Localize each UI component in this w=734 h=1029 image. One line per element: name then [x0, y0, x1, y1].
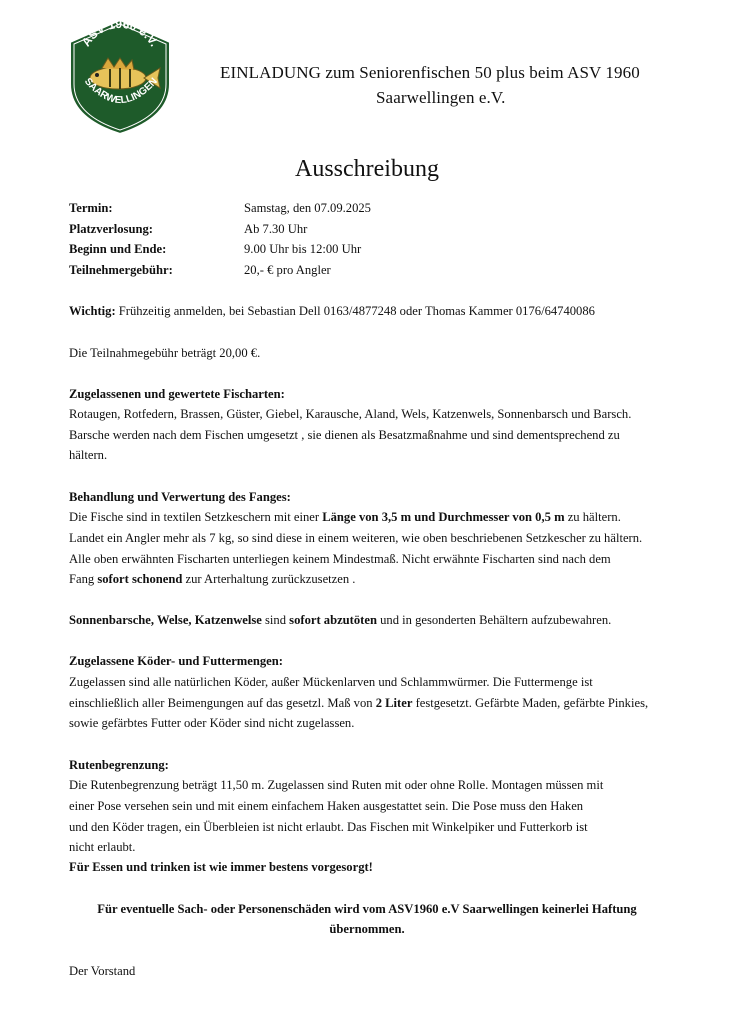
- handling-text: zu hältern.: [564, 510, 621, 524]
- bait-line-3: sowie gefärbtes Futter oder Köder sind nicht zugelassen.: [69, 716, 355, 730]
- handling-line-2: Landet ein Angler mehr als 7 kg, so sind diese in einem weiteren, wie oben beschriebenen Setzkescher zu hältern.: [69, 531, 643, 545]
- fee-note: Die Teilnahmegebühr beträgt 20,00 €.: [69, 346, 261, 360]
- rod-heading: Rutenbegrenzung:: [69, 758, 169, 772]
- rod-line-3: und den Köder tragen, ein Überbleien ist nicht erlaubt. Das Fischen mit Winkelpiker und Futterkorb ist: [69, 820, 588, 834]
- logo-bottom-text: SAARWELLINGEN: [81, 75, 160, 107]
- fish-line-2: Barsche werden nach dem Fischen umgesetzt , sie dienen als Besatzmaßnahme und sind dementsprechend zu: [69, 428, 620, 442]
- detail-label: Platzverlosung:: [69, 222, 153, 236]
- handling-line-3: Alle oben erwähnten Fischarten unterliegen keinem Mindestmaß. Nicht erwähnte Fischarten sind nach dem: [69, 552, 611, 566]
- page-title: Ausschreibung: [295, 156, 439, 182]
- handling-dimensions: Länge von 3,5 m und Durchmesser von 0,5 m: [322, 510, 565, 524]
- detail-label: Termin:: [69, 201, 113, 215]
- kill-note: [69, 611, 611, 629]
- handling-text: zur Arterhaltung zurückzusetzen .: [182, 572, 356, 586]
- rod-line-2: einer Pose versehen sein und mit einem einfachem Haken ausgestattet sein. Die Pose muss den Haken: [69, 799, 584, 813]
- handling-text: Fang: [69, 572, 98, 586]
- important-text: Frühzeitig anmelden, bei Sebastian Dell 0163/4877248 oder Thomas Kammer 0176/64740086: [115, 304, 595, 318]
- handling-emphasis: sofort schonend: [97, 572, 183, 586]
- kill-emphasis: sofort abzutöten: [289, 613, 377, 627]
- club-logo: [66, 18, 174, 136]
- rod-line-1: Die Rutenbegrenzung beträgt 11,50 m. Zugelassen sind Ruten mit oder ohne Rolle. Montagen müssen mit: [69, 778, 604, 792]
- handling-line-4: [69, 570, 355, 588]
- liability-line-1: Für eventuelle Sach- oder Personenschäden wird vom ASV1960 e.V Saarwellingen keinerlei Haftung: [97, 902, 637, 916]
- fish-heading: Zugelassenen und gewertete Fischarten:: [69, 387, 285, 401]
- detail-value: 20,- € pro Angler: [244, 263, 331, 277]
- bait-text: einschließlich aller Beimengungen auf das gesetzl. Maß von: [69, 696, 376, 710]
- handling-text: Die Fische sind in textilen Setzkeschern mit einer: [69, 510, 323, 524]
- bait-text: festgesetzt. Gefärbte Maden, gefärbte Pinkies,: [412, 696, 649, 710]
- header-line-2: Saarwellingen e.V.: [376, 88, 506, 107]
- handling-line-1: [69, 508, 621, 526]
- fish-line-1: Rotaugen, Rotfedern, Brassen, Güster, Giebel, Karausche, Aland, Wels, Katzenwels, Sonnenbarsch und Barsch.: [69, 407, 632, 421]
- kill-text: und in gesonderten Behältern aufzubewahren.: [376, 613, 612, 627]
- signature: Der Vorstand: [69, 964, 136, 978]
- liability-line-2: übernommen.: [329, 922, 405, 936]
- kill-species: Sonnenbarsche, Welse, Katzenwelse: [69, 613, 262, 627]
- rod-line-4: nicht erlaubt.: [69, 840, 136, 854]
- bait-line-1: Zugelassen sind alle natürlichen Köder, außer Mückenlarven und Schlammwürmer. Die Futtermenge ist: [69, 675, 593, 689]
- bait-line-2: [69, 694, 648, 712]
- logo-top-text: ASV 1960 e.V.: [78, 18, 162, 49]
- detail-value: 9.00 Uhr bis 12:00 Uhr: [244, 242, 362, 256]
- detail-label: Beginn und Ende:: [69, 242, 167, 256]
- important-label: Wichtig:: [69, 304, 116, 318]
- kill-text: sind: [261, 613, 290, 627]
- handling-heading: Behandlung und Verwertung des Fanges:: [69, 490, 291, 504]
- detail-value: Ab 7.30 Uhr: [244, 222, 308, 236]
- food-note: Für Essen und trinken ist wie immer bestens vorgesorgt!: [69, 860, 373, 874]
- important-note: [69, 302, 595, 320]
- fish-line-3: hältern.: [69, 448, 108, 462]
- header-line-1: EINLADUNG zum Seniorenfischen 50 plus beim ASV 1960: [220, 63, 640, 82]
- detail-label: Teilnehmergebühr:: [69, 263, 173, 277]
- bait-amount: 2 Liter: [375, 696, 413, 710]
- bait-heading: Zugelassene Köder- und Futtermengen:: [69, 654, 283, 668]
- detail-value: Samstag, den 07.09.2025: [244, 201, 371, 215]
